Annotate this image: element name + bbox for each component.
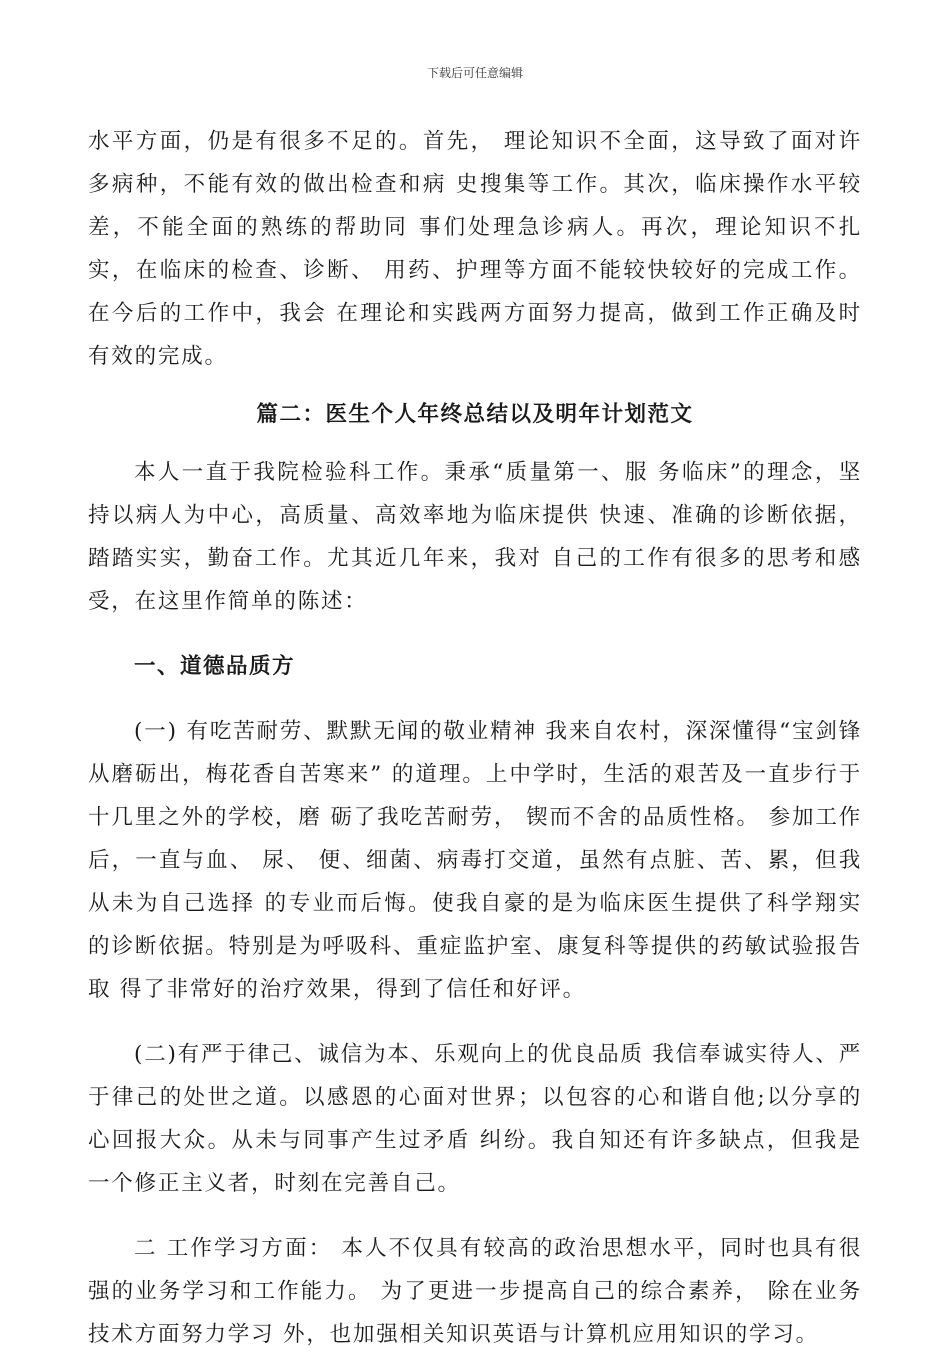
spacer	[88, 688, 862, 710]
item-three-paragraph: 二 工作学习方面： 本人不仅具有较高的政治思想水平，同时也具有很强的业务学习和工作能力。 为了更进一步提高自己的综合素养， 除在业务技术方面努力学习 外，也加强相关知识英语与计算机应用知识的学习。	[88, 1236, 862, 1347]
heading-moral-quality: 一、道德品质方	[134, 654, 296, 679]
spacer	[88, 1205, 862, 1227]
spacer	[88, 623, 862, 645]
section-title: 篇二：医生个人年终总结以及明年计划范文	[256, 402, 694, 427]
intro-paragraph: 水平方面，仍是有很多不足的。首先， 理论知识不全面，这导致了面对许多病种，不能有效的做出检查和病 史搜集等工作。其次，临床操作水平较差，不能全面的熟练的帮助同 事们处理急诊病人。再次，理论知识不扎实，在临床的检查、诊断、 用药、护理等方面不能较快较好的完成工作。在今后的工作中，我会 在理论和实践两方面努力提高，做到工作正确及时有效的完成。	[88, 129, 862, 369]
page-header-note: 下载后可任意编辑	[426, 66, 523, 80]
item-two-paragraph: (二)有严于律己、诚信为本、乐观向上的优良品质 我信奉诚实待人、严于律己的处世之道。以感恩的心面对世界；以包容的心和谐自他;以分享的心回报大众。从未与同事产生过矛盾 纠纷。我自知还有许多缺点，但我是一个修正主义者，时刻在完善自己。	[88, 1042, 863, 1196]
document-body	[88, 120, 862, 1356]
item-one-paragraph: (一) 有吃苦耐劳、默默无闻的敬业精神 我来自农村，深深懂得“宝剑锋从磨砺出，梅花香自苦寒来” 的道理。上中学时，生活的艰苦及一直步行于十几里之外的学校，磨 砺了我吃苦耐劳， 锲而不舍的品质性格。 参加工作后，一直与血、 尿、 便、细菌、病毒打交道，虽然有点脏、苦、累，但我从未为自己选择 的专业而后悔。使我自豪的是为临床医生提供了科学翔实的诊断依据。特别是为呼吸科、重症监护室、康复科等提供的药敏试验报告取 得了非常好的治疗效果，得到了信任和好评。	[88, 719, 862, 1002]
opening-paragraph: 本人一直于我院检验科工作。秉承“质量第一、服 务临床”的理念，坚持以病人为中心，高质量、高效率地为临床提供 快速、准确的诊断依据，踏踏实实，勤奋工作。尤其近几年来，我对 自己的工作有很多的思考和感受，在这里作简单的陈述：	[88, 460, 862, 614]
spacer	[88, 1011, 862, 1033]
